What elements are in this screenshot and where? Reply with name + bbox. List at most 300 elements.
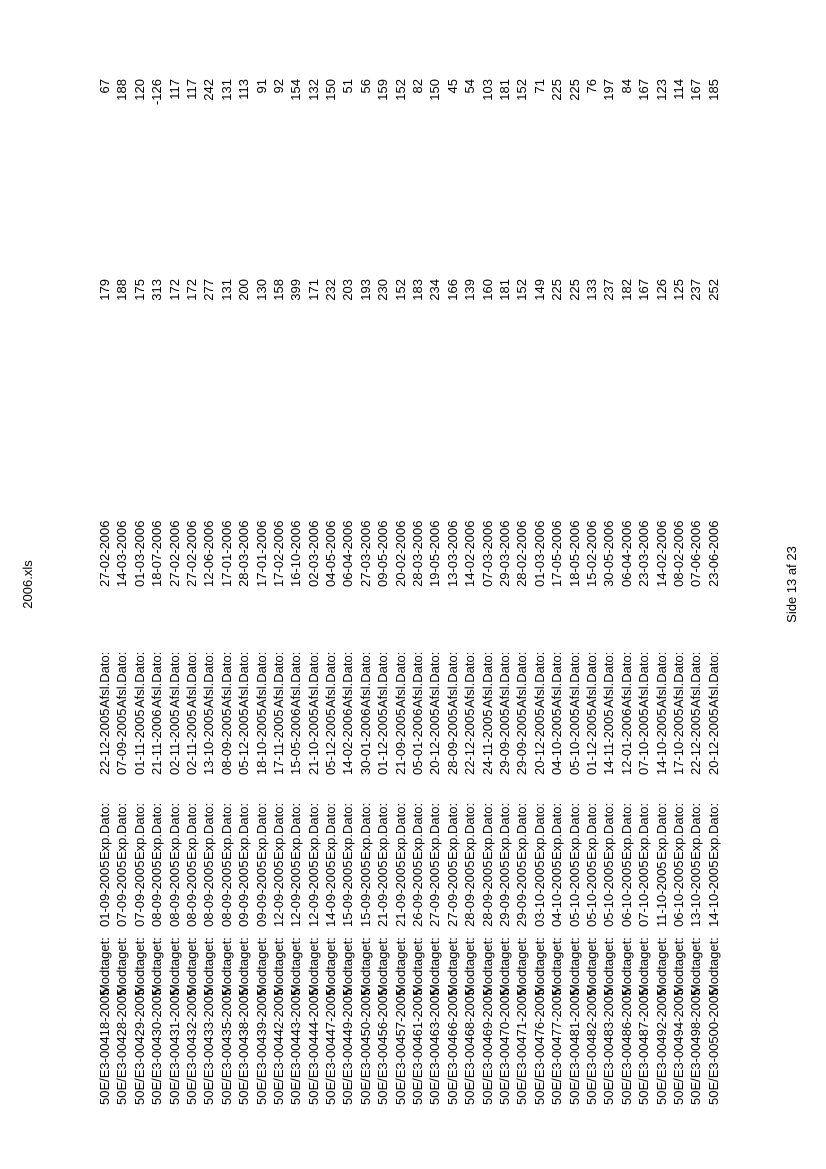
exp-dato-label: Exp.Dato: <box>462 802 478 860</box>
exp-dato-label: Exp.Dato: <box>131 802 147 860</box>
exp-date: 21-09-2005 <box>392 860 408 927</box>
table-row <box>687 0 704 1169</box>
afsl-date: 28-09-2005 <box>444 708 460 775</box>
exp-dato-label: Exp.Dato: <box>357 802 373 860</box>
value-remaining: 82 <box>410 79 426 94</box>
exp-date: 05-10-2005 <box>583 860 599 927</box>
afsl-date: 05-12-2005 <box>323 708 339 775</box>
value-total: 152 <box>514 279 530 301</box>
table-row <box>548 0 565 1169</box>
case-id: 50E/E3-00418-2005 <box>97 988 112 1105</box>
modtaget-label: Modtaget: <box>653 937 669 995</box>
value-remaining: 185 <box>705 79 721 101</box>
value-total: 232 <box>323 279 339 301</box>
afsl-dato-label: Afsl.Dato: <box>705 651 721 708</box>
afsl-date: 22-12-2005 <box>462 708 478 775</box>
afsl-date: 29-09-2005 <box>496 708 512 775</box>
afsl-dato-label: Afsl.Dato: <box>636 651 652 708</box>
afsl-dato-label: Afsl.Dato: <box>392 651 408 708</box>
exp-date: 28-09-2005 <box>462 860 478 927</box>
afsl-date: 14-10-2005 <box>653 708 669 775</box>
afsl-date: 01-11-2005 <box>131 709 147 775</box>
case-id: 50E/E3-00498-2005 <box>688 988 704 1105</box>
afsl-dato-label: Afsl.Dato: <box>149 651 165 708</box>
exp-date: 06-10-2005 <box>618 860 634 927</box>
table-row <box>635 0 652 1169</box>
exp-dato-label: Exp.Dato: <box>427 802 443 860</box>
exp-date: 27-09-2005 <box>427 860 443 927</box>
afsl-date: 05-12-2005 <box>236 708 252 775</box>
case-id: 50E/E3-00477-2005 <box>549 988 565 1105</box>
table-row <box>339 0 356 1169</box>
final-date: 28-03-2006 <box>236 520 252 587</box>
case-id: 50E/E3-00469-2005 <box>479 988 495 1105</box>
exp-dato-label: Exp.Dato: <box>618 802 634 860</box>
case-id: 50E/E3-00433-2005 <box>201 988 217 1105</box>
value-total: 181 <box>496 279 512 301</box>
table-row <box>148 0 165 1169</box>
value-remaining: 152 <box>392 79 408 101</box>
value-total: 175 <box>131 279 147 301</box>
value-total: 149 <box>531 279 547 301</box>
exp-date: 08-09-2005 <box>218 860 234 927</box>
value-remaining: 132 <box>305 79 321 101</box>
case-id: 50E/E3-00439-2005 <box>253 988 269 1105</box>
final-date: 15-02-2006 <box>583 520 599 587</box>
afsl-date: 04-10-2005 <box>549 708 565 775</box>
final-date: 27-03-2006 <box>357 520 373 587</box>
afsl-dato-label: Afsl.Dato: <box>653 651 669 708</box>
afsl-date: 13-10-2005 <box>201 708 217 775</box>
exp-date: 08-09-2005 <box>149 860 165 927</box>
exp-date: 01-09-2005 <box>97 860 112 927</box>
table-row <box>166 0 183 1169</box>
case-id: 50E/E3-00438-2005 <box>236 988 252 1105</box>
afsl-dato-label: Afsl.Dato: <box>444 651 460 708</box>
afsl-dato-label: Afsl.Dato: <box>323 651 339 708</box>
afsl-dato-label: Afsl.Dato: <box>549 651 565 708</box>
final-date: 27-02-2006 <box>183 520 199 587</box>
value-remaining: 67 <box>97 79 112 94</box>
table-row <box>600 0 617 1169</box>
case-id: 50E/E3-00471-2005 <box>514 988 530 1105</box>
afsl-dato-label: Afsl.Dato: <box>496 651 512 708</box>
value-remaining: 103 <box>479 79 495 101</box>
afsl-dato-label: Afsl.Dato: <box>514 651 530 708</box>
table-row <box>426 0 443 1169</box>
exp-dato-label: Exp.Dato: <box>270 802 286 860</box>
value-total: 126 <box>653 279 669 301</box>
value-total: 203 <box>340 279 356 301</box>
exp-date: 06-10-2005 <box>670 860 686 927</box>
value-remaining: 51 <box>340 79 356 94</box>
exp-date: 09-09-2005 <box>253 860 269 927</box>
value-remaining: 56 <box>357 79 373 94</box>
exp-date: 05-10-2005 <box>601 860 617 927</box>
value-remaining: 120 <box>131 79 147 101</box>
final-date: 28-02-2006 <box>514 520 530 587</box>
modtaget-label: Modtaget: <box>288 937 304 995</box>
exp-date: 07-09-2005 <box>131 860 147 927</box>
final-date: 17-01-2006 <box>253 520 269 587</box>
table-row <box>566 0 583 1169</box>
final-date: 07-03-2006 <box>479 520 495 587</box>
exp-date: 27-09-2005 <box>444 860 460 927</box>
value-total: 313 <box>149 279 165 301</box>
exp-date: 29-09-2005 <box>514 860 530 927</box>
case-id: 50E/E3-00456-2005 <box>375 988 391 1105</box>
value-remaining: 167 <box>636 79 652 101</box>
afsl-date: 21-09-2005 <box>392 708 408 775</box>
afsl-dato-label: Afsl.Dato: <box>305 651 321 708</box>
exp-date: 12-09-2005 <box>270 860 286 927</box>
modtaget-label: Modtaget: <box>670 937 686 995</box>
modtaget-label: Modtaget: <box>479 937 495 995</box>
modtaget-label: Modtaget: <box>392 937 408 995</box>
exp-date: 12-09-2005 <box>288 860 304 927</box>
value-total: 160 <box>479 279 495 301</box>
table-row <box>270 0 287 1169</box>
case-id: 50E/E3-00431-2005 <box>166 988 182 1105</box>
case-id: 50E/E3-00483-2005 <box>601 988 617 1105</box>
exp-date: 29-09-2005 <box>496 860 512 927</box>
exp-date: 14-10-2005 <box>705 860 721 927</box>
final-date: 02-03-2006 <box>305 520 321 587</box>
afsl-date: 15-05-2006 <box>288 708 304 775</box>
value-total: 158 <box>270 279 286 301</box>
exp-dato-label: Exp.Dato: <box>218 802 234 860</box>
value-remaining: 181 <box>496 79 512 101</box>
case-id: 50E/E3-00428-2005 <box>114 988 130 1105</box>
value-remaining: 117 <box>183 79 199 100</box>
case-id: 50E/E3-00466-2005 <box>444 988 460 1105</box>
case-id: 50E/E3-00470-2005 <box>496 988 512 1105</box>
afsl-dato-label: Afsl.Dato: <box>253 651 269 708</box>
case-id: 50E/E3-00494-2005 <box>670 988 686 1105</box>
final-date: 08-02-2006 <box>670 520 686 587</box>
case-id: 50E/E3-00482-2005 <box>583 988 599 1105</box>
exp-date: 15-09-2005 <box>340 860 356 927</box>
final-date: 23-03-2006 <box>636 520 652 587</box>
afsl-dato-label: Afsl.Dato: <box>566 651 582 708</box>
exp-dato-label: Exp.Dato: <box>166 802 182 860</box>
value-remaining: 225 <box>566 79 582 101</box>
exp-date: 11-10-2005 <box>653 861 669 927</box>
afsl-dato-label: Afsl.Dato: <box>688 651 704 708</box>
afsl-date: 02-11-2005 <box>183 709 199 775</box>
value-total: 225 <box>566 279 582 301</box>
table-row <box>444 0 461 1169</box>
afsl-dato-label: Afsl.Dato: <box>114 651 130 708</box>
value-remaining: 152 <box>514 79 530 101</box>
exp-dato-label: Exp.Dato: <box>114 802 130 860</box>
afsl-dato-label: Afsl.Dato: <box>166 651 182 708</box>
modtaget-label: Modtaget: <box>410 937 426 995</box>
value-remaining: 84 <box>618 79 634 94</box>
exp-date: 13-10-2005 <box>688 860 704 927</box>
exp-dato-label: Exp.Dato: <box>149 802 165 860</box>
afsl-dato-label: Afsl.Dato: <box>270 651 286 708</box>
afsl-date: 22-12-2005 <box>688 708 704 775</box>
modtaget-label: Modtaget: <box>531 937 547 995</box>
final-date: 29-03-2006 <box>496 520 512 587</box>
value-total: 166 <box>444 279 460 301</box>
value-remaining: -126 <box>149 79 165 106</box>
afsl-date: 12-01-2006 <box>618 708 634 775</box>
value-remaining: 71 <box>531 79 547 94</box>
modtaget-label: Modtaget: <box>97 937 112 995</box>
value-remaining: 154 <box>288 79 304 101</box>
exp-dato-label: Exp.Dato: <box>444 802 460 860</box>
afsl-dato-label: Afsl.Dato: <box>583 651 599 708</box>
value-remaining: 167 <box>688 79 704 101</box>
afsl-dato-label: Afsl.Dato: <box>462 651 478 708</box>
final-date: 13-03-2006 <box>444 520 460 587</box>
exp-dato-label: Exp.Dato: <box>601 802 617 860</box>
case-id: 50E/E3-00461-2005 <box>410 988 426 1105</box>
table-row <box>583 0 600 1169</box>
value-total: 188 <box>114 279 130 301</box>
value-remaining: 45 <box>444 79 460 94</box>
exp-dato-label: Exp.Dato: <box>531 802 547 860</box>
afsl-date: 21-11-2006 <box>149 709 165 775</box>
final-date: 28-03-2006 <box>410 520 426 587</box>
final-date: 14-03-2006 <box>114 520 130 587</box>
exp-dato-label: Exp.Dato: <box>636 802 652 860</box>
exp-dato-label: Exp.Dato: <box>479 802 495 860</box>
exp-date: 07-09-2005 <box>114 860 130 927</box>
exp-date: 09-09-2005 <box>236 860 252 927</box>
table-row <box>113 0 130 1169</box>
case-id: 50E/E3-00476-2005 <box>531 988 547 1105</box>
afsl-dato-label: Afsl.Dato: <box>410 651 426 708</box>
modtaget-label: Modtaget: <box>201 937 217 995</box>
table-row <box>96 0 113 1169</box>
table-row <box>357 0 374 1169</box>
table-row <box>200 0 217 1169</box>
value-remaining: 117 <box>166 79 182 100</box>
afsl-date: 05-10-2005 <box>566 708 582 775</box>
exp-dato-label: Exp.Dato: <box>288 802 304 860</box>
case-id: 50E/E3-00429-2005 <box>131 988 147 1105</box>
value-total: 193 <box>357 279 373 301</box>
exp-dato-label: Exp.Dato: <box>496 802 512 860</box>
modtaget-label: Modtaget: <box>462 937 478 995</box>
value-total: 133 <box>583 279 599 301</box>
final-date: 06-04-2006 <box>340 520 356 587</box>
exp-dato-label: Exp.Dato: <box>375 802 391 860</box>
exp-dato-label: Exp.Dato: <box>236 802 252 860</box>
final-date: 09-05-2006 <box>375 520 391 587</box>
case-id: 50E/E3-00450-2005 <box>357 988 373 1105</box>
value-total: 152 <box>392 279 408 301</box>
exp-date: 08-09-2005 <box>201 860 217 927</box>
table-row <box>322 0 339 1169</box>
final-date: 20-02-2006 <box>392 520 408 587</box>
afsl-date: 14-11-2005 <box>601 709 617 775</box>
case-id: 50E/E3-00457-2005 <box>392 988 408 1105</box>
table-row <box>305 0 322 1169</box>
modtaget-label: Modtaget: <box>583 937 599 995</box>
modtaget-label: Modtaget: <box>705 937 721 995</box>
exp-date: 14-09-2005 <box>323 860 339 927</box>
exp-dato-label: Exp.Dato: <box>549 802 565 860</box>
afsl-dato-label: Afsl.Dato: <box>618 651 634 708</box>
afsl-date: 29-09-2005 <box>514 708 530 775</box>
exp-date: 26-09-2005 <box>410 860 426 927</box>
page-footer-number: Side 13 af 23 <box>784 546 799 623</box>
exp-dato-label: Exp.Dato: <box>670 802 686 860</box>
table-row <box>461 0 478 1169</box>
afsl-date: 30-01-2006 <box>357 708 373 775</box>
case-id: 50E/E3-00486-2005 <box>618 988 634 1105</box>
modtaget-label: Modtaget: <box>496 937 512 995</box>
case-id: 50E/E3-00449-2005 <box>340 988 356 1105</box>
exp-dato-label: Exp.Dato: <box>566 802 582 860</box>
modtaget-label: Modtaget: <box>323 937 339 995</box>
modtaget-label: Modtaget: <box>601 937 617 995</box>
table-row <box>496 0 513 1169</box>
final-date: 06-04-2006 <box>618 520 634 587</box>
final-date: 14-02-2006 <box>462 520 478 587</box>
afsl-dato-label: Afsl.Dato: <box>357 651 373 708</box>
afsl-dato-label: Afsl.Dato: <box>97 651 112 708</box>
final-date: 01-03-2006 <box>131 520 147 587</box>
afsl-date: 24-11-2005 <box>479 709 495 775</box>
value-remaining: 76 <box>583 79 599 94</box>
final-date: 23-06-2006 <box>705 520 721 587</box>
afsl-dato-label: Afsl.Dato: <box>375 651 391 708</box>
case-id: 50E/E3-00444-2005 <box>305 988 321 1105</box>
value-total: 252 <box>705 279 721 301</box>
afsl-date: 17-10-2005 <box>670 708 686 775</box>
modtaget-label: Modtaget: <box>253 937 269 995</box>
table-row <box>670 0 687 1169</box>
afsl-dato-label: Afsl.Dato: <box>531 651 547 708</box>
modtaget-label: Modtaget: <box>236 937 252 995</box>
exp-date: 28-09-2005 <box>479 860 495 927</box>
modtaget-label: Modtaget: <box>375 937 391 995</box>
exp-date: 12-09-2005 <box>305 860 321 927</box>
exp-dato-label: Exp.Dato: <box>201 802 217 860</box>
modtaget-label: Modtaget: <box>444 937 460 995</box>
final-date: 04-05-2006 <box>323 520 339 587</box>
value-remaining: 131 <box>218 79 234 101</box>
afsl-date: 18-10-2005 <box>253 708 269 775</box>
exp-date: 08-09-2005 <box>166 860 182 927</box>
afsl-date: 05-01-2006 <box>410 708 426 775</box>
table-row <box>218 0 235 1169</box>
modtaget-label: Modtaget: <box>270 937 286 995</box>
exp-dato-label: Exp.Dato: <box>97 802 112 860</box>
afsl-date: 01-12-2005 <box>583 708 599 775</box>
afsl-dato-label: Afsl.Dato: <box>479 651 495 708</box>
afsl-date: 14-02-2006 <box>340 708 356 775</box>
afsl-dato-label: Afsl.Dato: <box>183 651 199 708</box>
case-id: 50E/E3-00442-2005 <box>270 988 286 1105</box>
afsl-dato-label: Afsl.Dato: <box>236 651 252 708</box>
final-date: 30-05-2006 <box>601 520 617 587</box>
modtaget-label: Modtaget: <box>183 937 199 995</box>
case-id: 50E/E3-00492-2005 <box>653 988 669 1105</box>
value-total: 225 <box>549 279 565 301</box>
value-total: 230 <box>375 279 391 301</box>
table-row <box>374 0 391 1169</box>
modtaget-label: Modtaget: <box>566 937 582 995</box>
value-remaining: 91 <box>253 79 269 94</box>
modtaget-label: Modtaget: <box>131 937 147 995</box>
final-date: 16-10-2006 <box>288 520 304 587</box>
value-remaining: 150 <box>323 79 339 101</box>
modtaget-label: Modtaget: <box>357 937 373 995</box>
final-date: 27-02-2006 <box>97 520 112 587</box>
modtaget-label: Modtaget: <box>427 937 443 995</box>
final-date: 17-05-2006 <box>549 520 565 587</box>
afsl-dato-label: Afsl.Dato: <box>218 651 234 708</box>
case-id: 50E/E3-00435-2005 <box>218 988 234 1105</box>
value-total: 399 <box>288 279 304 301</box>
case-id: 50E/E3-00443-2005 <box>288 988 304 1105</box>
value-total: 237 <box>688 279 704 301</box>
value-total: 183 <box>410 279 426 301</box>
modtaget-label: Modtaget: <box>149 937 165 995</box>
table-row <box>479 0 496 1169</box>
table-row <box>513 0 530 1169</box>
modtaget-label: Modtaget: <box>218 937 234 995</box>
case-id: 50E/E3-00463-2005 <box>427 988 443 1105</box>
table-row <box>653 0 670 1169</box>
final-date: 12-06-2006 <box>201 520 217 587</box>
modtaget-label: Modtaget: <box>114 937 130 995</box>
afsl-dato-label: Afsl.Dato: <box>131 651 147 708</box>
value-remaining: 188 <box>114 79 130 101</box>
value-total: 172 <box>183 279 199 301</box>
afsl-date: 20-12-2005 <box>705 708 721 775</box>
exp-dato-label: Exp.Dato: <box>323 802 339 860</box>
value-remaining: 114 <box>670 79 686 100</box>
afsl-date: 22-12-2005 <box>97 708 112 775</box>
final-date: 19-05-2006 <box>427 520 443 587</box>
case-id: 50E/E3-00481-2005 <box>566 988 582 1105</box>
exp-date: 08-09-2005 <box>183 860 199 927</box>
value-total: 130 <box>253 279 269 301</box>
case-id: 50E/E3-00432-2005 <box>183 988 199 1105</box>
table-row <box>253 0 270 1169</box>
exp-dato-label: Exp.Dato: <box>305 802 321 860</box>
value-remaining: 92 <box>270 79 286 94</box>
table-row <box>618 0 635 1169</box>
value-total: 125 <box>670 279 686 301</box>
value-remaining: 150 <box>427 79 443 101</box>
exp-date: 04-10-2005 <box>549 860 565 927</box>
afsl-date: 02-11-2005 <box>166 709 182 775</box>
modtaget-label: Modtaget: <box>636 937 652 995</box>
exp-date: 03-10-2005 <box>531 860 547 927</box>
exp-date: 05-10-2005 <box>566 860 582 927</box>
modtaget-label: Modtaget: <box>549 937 565 995</box>
table-row <box>409 0 426 1169</box>
afsl-date: 20-12-2005 <box>531 708 547 775</box>
final-date: 27-02-2006 <box>166 520 182 587</box>
exp-dato-label: Exp.Dato: <box>392 802 408 860</box>
value-total: 171 <box>305 279 321 301</box>
afsl-date: 08-09-2005 <box>218 708 234 775</box>
afsl-dato-label: Afsl.Dato: <box>427 651 443 708</box>
afsl-date: 01-12-2005 <box>375 708 391 775</box>
modtaget-label: Modtaget: <box>688 937 704 995</box>
exp-date: 21-09-2005 <box>375 860 391 927</box>
modtaget-label: Modtaget: <box>514 937 530 995</box>
